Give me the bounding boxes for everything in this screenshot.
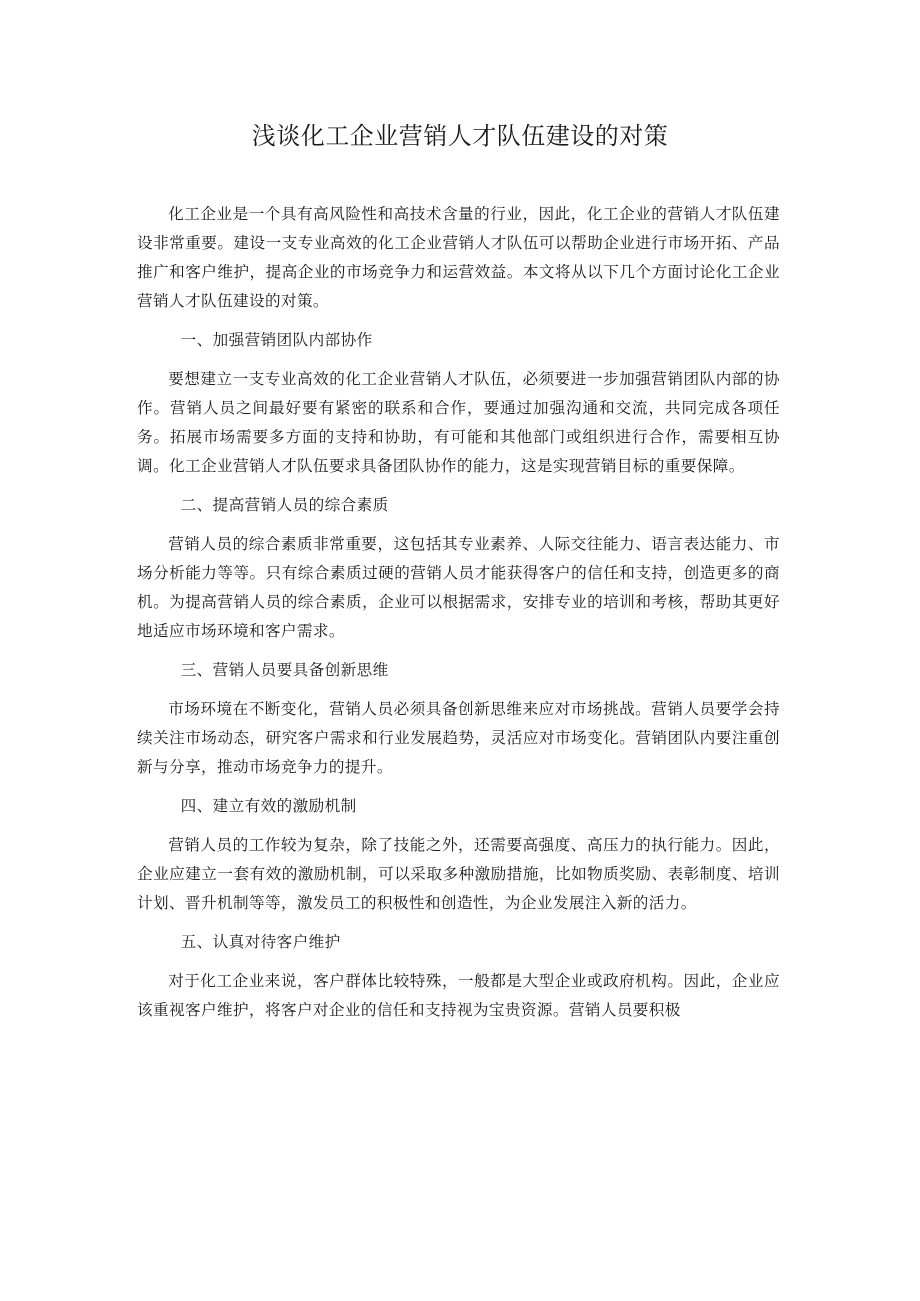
document-body [137,200,780,1025]
document-title: 浅谈化工企业营销人才队伍建设的对策 [251,122,669,150]
section-paragraph-1: 要想建立一支专业高效的化工企业营销人才队伍，必须要进一步加强营销团队内部的协作。营销人员之间最好要有紧密的联系和合作，要通过加强沟通和交流，共同完成各项任务。拓展市场需要多方面的支持和协助，有可能和其他部门或组织进行合作，需要相互协调。化工企业营销人才队伍要求具备团队协作的能力，这是实现营销目标的重要保障。 [137,370,780,475]
section-paragraph-3: 市场环境在不断变化，营销人员必须具备创新思维来应对市场挑战。营销人员要学会持续关注市场动态，研究客户需求和行业发展趋势，灵活应对市场变化。营销团队内要注重创新与分享，推动市场竞争力的提升。 [137,700,780,776]
section-heading-3: 三、营销人员要具备创新思维 [180,661,389,679]
section-heading-1: 一、加强营销团队内部协作 [180,331,373,349]
intro-paragraph: 化工企业是一个具有高风险性和高技术含量的行业，因此，化工企业的营销人才队伍建设非常重要。建设一支专业高效的化工企业营销人才队伍可以帮助企业进行市场开拓、产品推广和客户维护，提高企业的市场竞争力和运营效益。本文将从以下几个方面讨论化工企业营销人才队伍建设的对策。 [137,205,780,310]
section-heading-4: 四、建立有效的激励机制 [180,797,357,815]
section-paragraph-2: 营销人员的综合素质非常重要，这包括其专业素养、人际交往能力、语言表达能力、市场分析能力等等。只有综合素质过硬的营销人员才能获得客户的信任和支持，创造更多的商机。为提高营销人员的综合素质，企业可以根据需求，安排专业的培训和考核，帮助其更好地适应市场环境和客户需求。 [137,535,780,640]
section-paragraph-4: 营销人员的工作较为复杂，除了技能之外，还需要高强度、高压力的执行能力。因此，企业应建立一套有效的激励机制，可以采取多种激励措施，比如物质奖励、表彰制度、培训计划、晋升机制等等，激发员工的积极性和创造性，为企业发展注入新的活力。 [137,836,780,912]
section-paragraph-5: 对于化工企业来说，客户群体比较特殊，一般都是大型企业或政府机构。因此，企业应该重视客户维护，将客户对企业的信任和支持视为宝贵资源。营销人员要积极 [137,972,780,1019]
section-heading-2: 二、提高营销人员的综合素质 [180,496,389,514]
section-heading-5: 五、认真对待客户维护 [180,933,341,951]
